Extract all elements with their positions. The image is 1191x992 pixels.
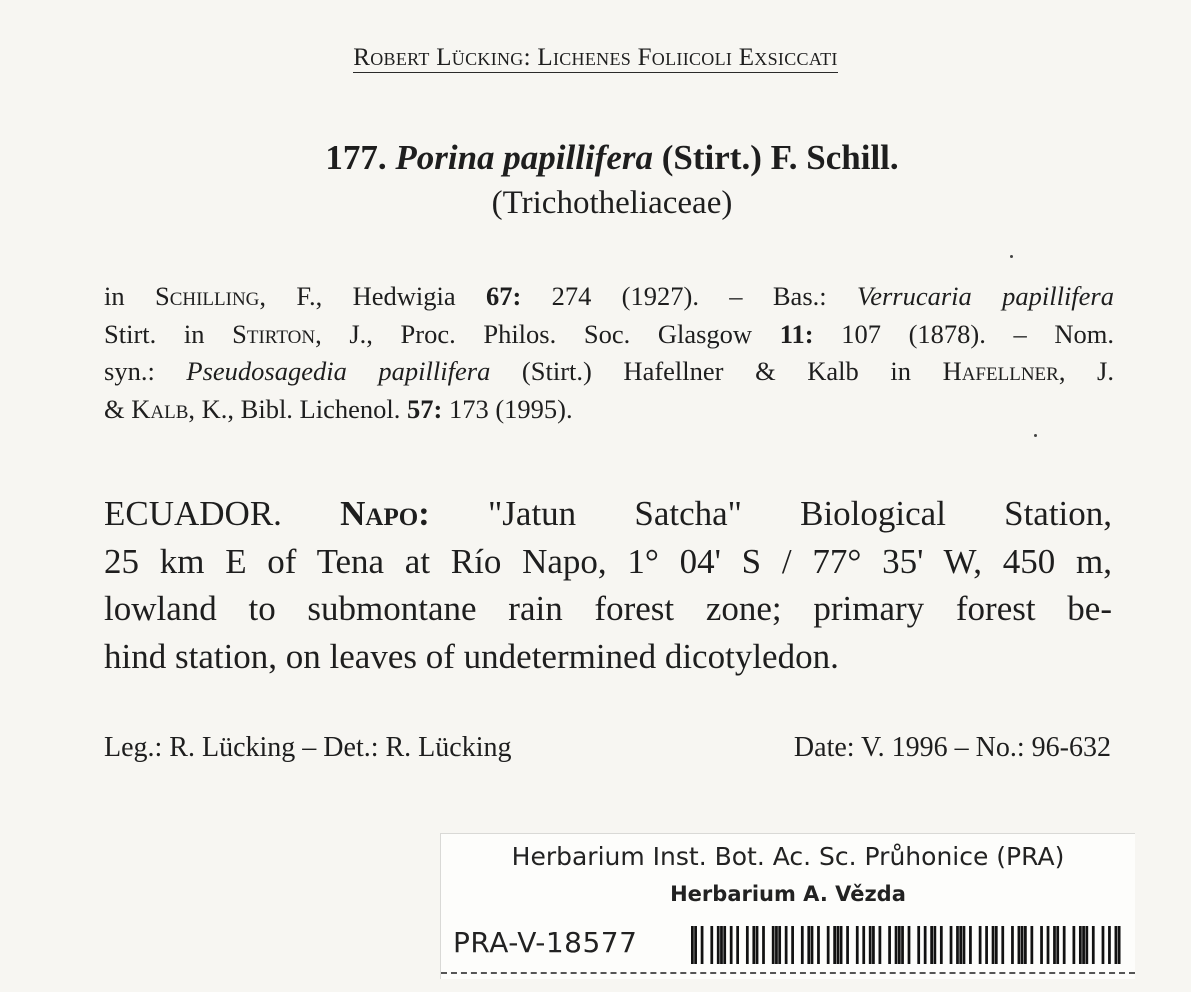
barcode-bar [1040, 926, 1043, 964]
exsiccata-series-title [0, 44, 1191, 72]
barcode-bar [924, 926, 927, 964]
barcode-bar [752, 926, 755, 964]
barcode-bar [691, 926, 694, 964]
paper-speck [1010, 255, 1013, 258]
barcode-bar [791, 926, 794, 964]
barcode-bar [917, 926, 920, 964]
barcode-bar [1030, 926, 1033, 964]
barcode-bar [1011, 926, 1014, 964]
barcode-bar [736, 926, 739, 964]
barcode-bar [933, 926, 936, 964]
barcode-bar [1056, 926, 1059, 964]
barcode-bar [879, 926, 882, 964]
cut-line [441, 972, 1135, 974]
barcode-bar [985, 926, 988, 964]
barcode-bar [969, 926, 972, 964]
barcode-bar [963, 926, 966, 964]
barcode-bar [1085, 926, 1088, 964]
barcode-bar [1047, 926, 1050, 964]
reference-line-1: in Schilling, F., Hedwigia 67: 274 (1927). – Bas.: Verrucaria papillifera [104, 281, 1114, 311]
taxon-name-line [0, 138, 1191, 178]
country: ECUADOR. [104, 494, 282, 533]
barcode-bar [992, 926, 995, 964]
barcode-bar [856, 926, 859, 964]
barcode-bar [772, 926, 775, 964]
barcode-bar [827, 926, 830, 964]
collector-determiner: Leg.: R. Lücking – Det.: R. Lücking [104, 732, 512, 763]
locality-line-2: 25 km E of Tena at Río Napo, 1° 04' S / 77° 35' W, 450 m, [104, 541, 1112, 581]
barcode-bar [1118, 926, 1121, 964]
collection-locality [104, 490, 1112, 680]
barcode-bar [1018, 926, 1021, 964]
taxon-binomial: Porina papillifera [395, 138, 653, 177]
barcode-bar [908, 926, 911, 964]
barcode-bar [775, 926, 778, 964]
barcode-bar [1073, 926, 1076, 964]
barcode-bar [979, 926, 982, 964]
collection-name: Herbarium A. Vězda [670, 882, 906, 906]
exsiccata-number: 177. [325, 138, 387, 177]
barcode-bar [807, 926, 810, 964]
barcode-bar [785, 926, 788, 964]
barcode-bar [756, 926, 759, 964]
date-and-number: Date: V. 1996 – No.: 96-632 [793, 732, 1111, 763]
reference-line-3: syn.: Pseudosagedia papillifera (Stirt.) Hafellner & Kalb in Hafellner, J. [104, 356, 1114, 386]
barcode-bar [1092, 926, 1095, 964]
barcode-bar [872, 926, 875, 964]
nomenclature-references [104, 278, 1114, 428]
locality-line-3: lowland to submontane rain forest zone; primary forest be- [104, 589, 1112, 628]
barcode-bar [898, 926, 901, 964]
barcode-bar [846, 926, 849, 964]
barcode-bar [694, 926, 697, 964]
reference-line-2: Stirt. in Stirton, J., Proc. Philos. Soc. Glasgow 11: 107 (1878). – Nom. [104, 318, 1114, 349]
barcode-bar [1082, 926, 1085, 964]
barcode-bar [1079, 926, 1082, 964]
paper-speck [1034, 434, 1037, 437]
barcode-bar [1102, 926, 1105, 964]
barcode-bar [940, 926, 943, 964]
province: Napo: [340, 494, 430, 533]
barcode-bar [701, 926, 704, 964]
barcode-bar [895, 926, 898, 964]
barcode-bar [730, 926, 733, 964]
barcode-bar [1063, 926, 1066, 964]
barcode-bar [869, 926, 872, 964]
barcode-bar [817, 926, 820, 964]
barcode-bar [801, 926, 804, 964]
herbarium-barcode-label [440, 833, 1135, 979]
barcode-bar [1115, 926, 1118, 964]
locality-line-1: ECUADOR. Napo: "Jatun Satcha" Biological Station, [104, 494, 1113, 533]
barcode-bar [762, 926, 765, 964]
barcode-bar [811, 926, 814, 964]
barcode-bar [717, 926, 720, 964]
barcode-bar [930, 926, 933, 964]
barcode-bar [710, 926, 713, 964]
barcode-bar [1001, 926, 1004, 964]
barcode-bar [950, 926, 953, 964]
barcode-bar [746, 926, 749, 964]
barcode-bar [778, 926, 781, 964]
barcode-bar [1021, 926, 1024, 964]
barcode-bar [901, 926, 904, 964]
barcode-bar [959, 926, 962, 964]
barcode-bar [956, 926, 959, 964]
barcode-bar [720, 926, 723, 964]
barcode-bar [836, 926, 839, 964]
accession-number: PRA-V-18577 [453, 926, 638, 959]
locality-line-4: hind station, on leaves of undetermined dicotyledon. [104, 636, 839, 676]
reference-line-4: & Kalb, K., Bibl. Lichenol. 57: 173 (1995). [104, 393, 573, 424]
barcode-bar [862, 926, 865, 964]
barcode-bar [833, 926, 836, 964]
barcode-bar [1108, 926, 1111, 964]
taxon-family: (Trichotheliaceae) [491, 185, 733, 221]
barcode-bar [995, 926, 998, 964]
institution-name: Herbarium Inst. Bot. Ac. Sc. Průhonice (PRA) [511, 842, 1065, 871]
taxon-authority: (Stirt.) F. Schill. [661, 138, 899, 177]
barcode-icon [691, 926, 1121, 964]
barcode-bar [1024, 926, 1027, 964]
barcode-bar [888, 926, 891, 964]
barcode-bar [840, 926, 843, 964]
series-title-text: Robert Lücking: Lichenes Foliicoli Exsiccati [353, 44, 838, 71]
barcode-bar [1053, 926, 1056, 964]
barcode-bar [723, 926, 726, 964]
